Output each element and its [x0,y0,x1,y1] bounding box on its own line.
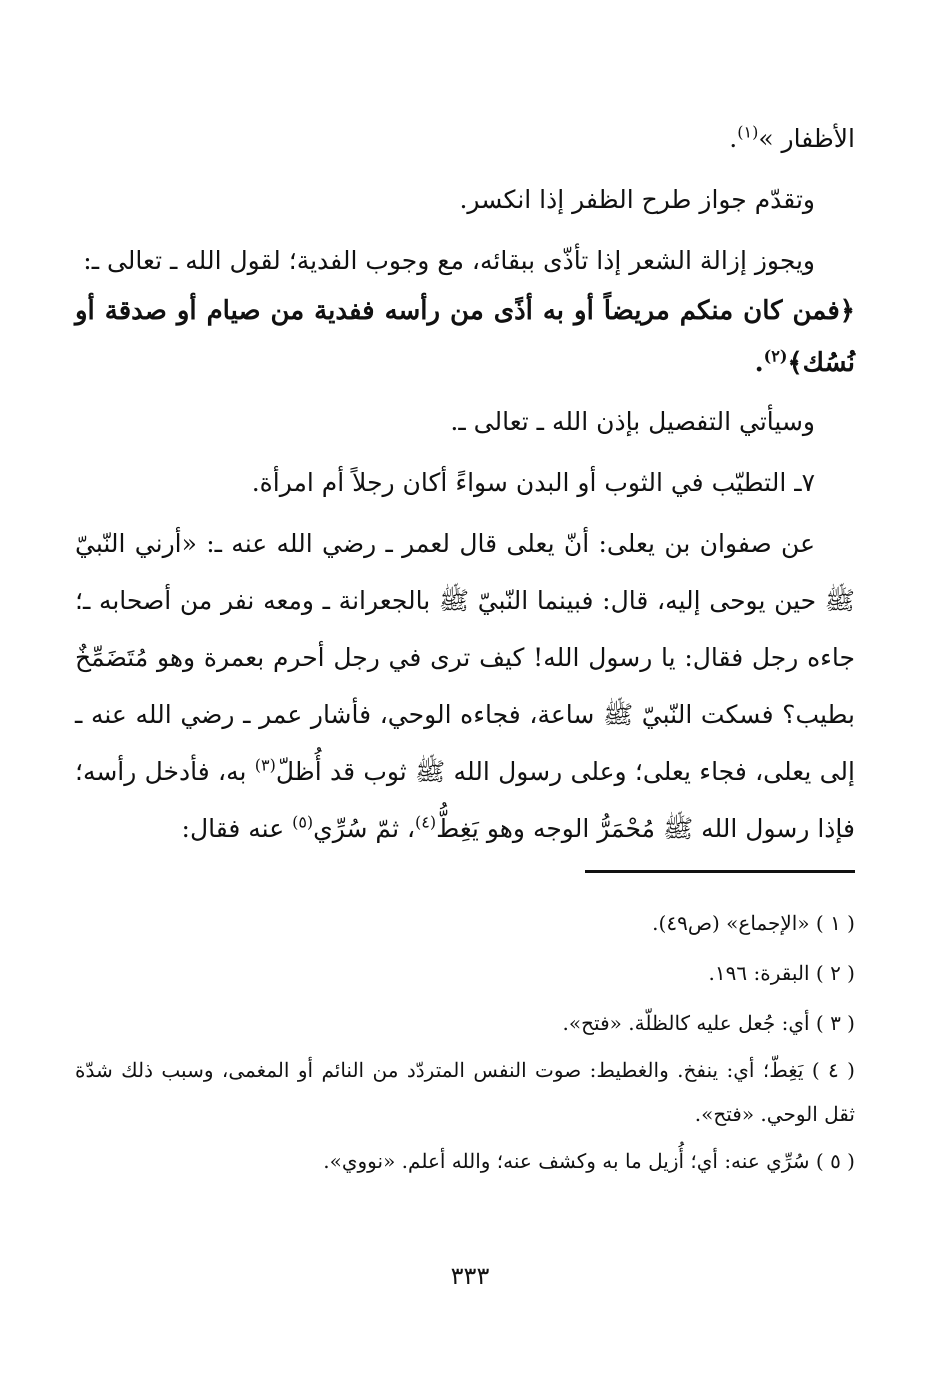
text-line-nail-break: وتقدّم جواز طرح الظفر إذا انكسر. [459,185,815,214]
footnote-ref-1: (١) [737,122,759,142]
footnote-5: ( ٥ ) سُرِّي عنه: أي؛ أُزيل ما به وكشف عنه؛ والله أعلم. «نووي». [323,1149,855,1173]
hadith-text: عنه فقال: [181,814,293,843]
text-line-perfume: ٧ـ التطيّب في الثوب أو البدن سواءً أكان رجلاً أم امرأة. [251,468,815,497]
footnotes [75,898,855,1186]
text-segment: الأظفار » [758,124,855,153]
text-line-hair-removal: ويجوز إزالة الشعر إذا تأذّى ببقائه، مع وجوب الفدية؛ لقول الله ـ تعالى ـ: [83,246,815,275]
footnote-3: ( ٣ ) أي: جُعل عليه كالظلّة. «فتح». [562,1011,855,1035]
hadith-text: عن صفوان بن يعلى: أنّ يعلى قال لعمر ـ رضي الله عنه ـ: «أرني النّبيّ ﷺ حين يوحى إليه، قال: فبينما النّبيّ ﷺ بالجعرانة ـ ومعه نفر من أصحابه ـ؛ جاءه رجل فقال: يا رسول الله! كيف ترى في رجل أحرم بعمرة وهو مُتَضَمِّخٌ بطيب؟ فسكت النّبيّ ﷺ ساعة، فجاءه الوحي، فأشار عمر ـ رضي الله عنه ـ إلى يعلى، فجاء يعلى؛ وعلى رسول الله ﷺ ثوب قد أُظلّ [75,529,855,786]
text-segment: . [729,124,738,153]
hadith-text: به، فأدخل رأسه؛ فإذا رسول الله ﷺ مُحْمَرُّ الوجه وهو يَغِطُّ [75,757,855,843]
verse-text: ﴿فمن كان منكم مريضاً أو به أذًى من رأسه ففدية من صيام أو صدقة أو نُسُك﴾ [75,296,855,378]
main-text [75,110,855,861]
footnote-ref-5: (٥) [292,812,314,832]
footnote-separator [585,870,855,873]
footnote-ref-4: (٤) [415,812,437,832]
footnote-ref-2: (٢) [763,346,788,366]
text-line-nails [75,110,855,167]
footnote-4: ( ٤ ) يَغِطّ؛ أي: ينفخ. والغطيط: صوت النفس المتردّد من النائم أو المغمى، وسبب ذلك شدّة ثقل الوحي. «فتح». [75,1058,855,1126]
page-number: ٣٣٣ [450,1262,490,1290]
footnote-2: ( ٢ ) البقرة: ١٩٦. [708,961,855,985]
footnote-1: ( ١ ) «الإجماع» (ص٤٩). [652,911,855,935]
quran-verse [75,285,855,389]
hadith-paragraph [75,515,855,857]
text-line-details: وسيأتي التفصيل بإذن الله ـ تعالى ـ. [450,407,815,436]
text-segment: . [754,348,764,378]
footnote-ref-3: (٣) [254,755,276,775]
hadith-text: ، ثمّ سُرِّي [313,814,416,843]
